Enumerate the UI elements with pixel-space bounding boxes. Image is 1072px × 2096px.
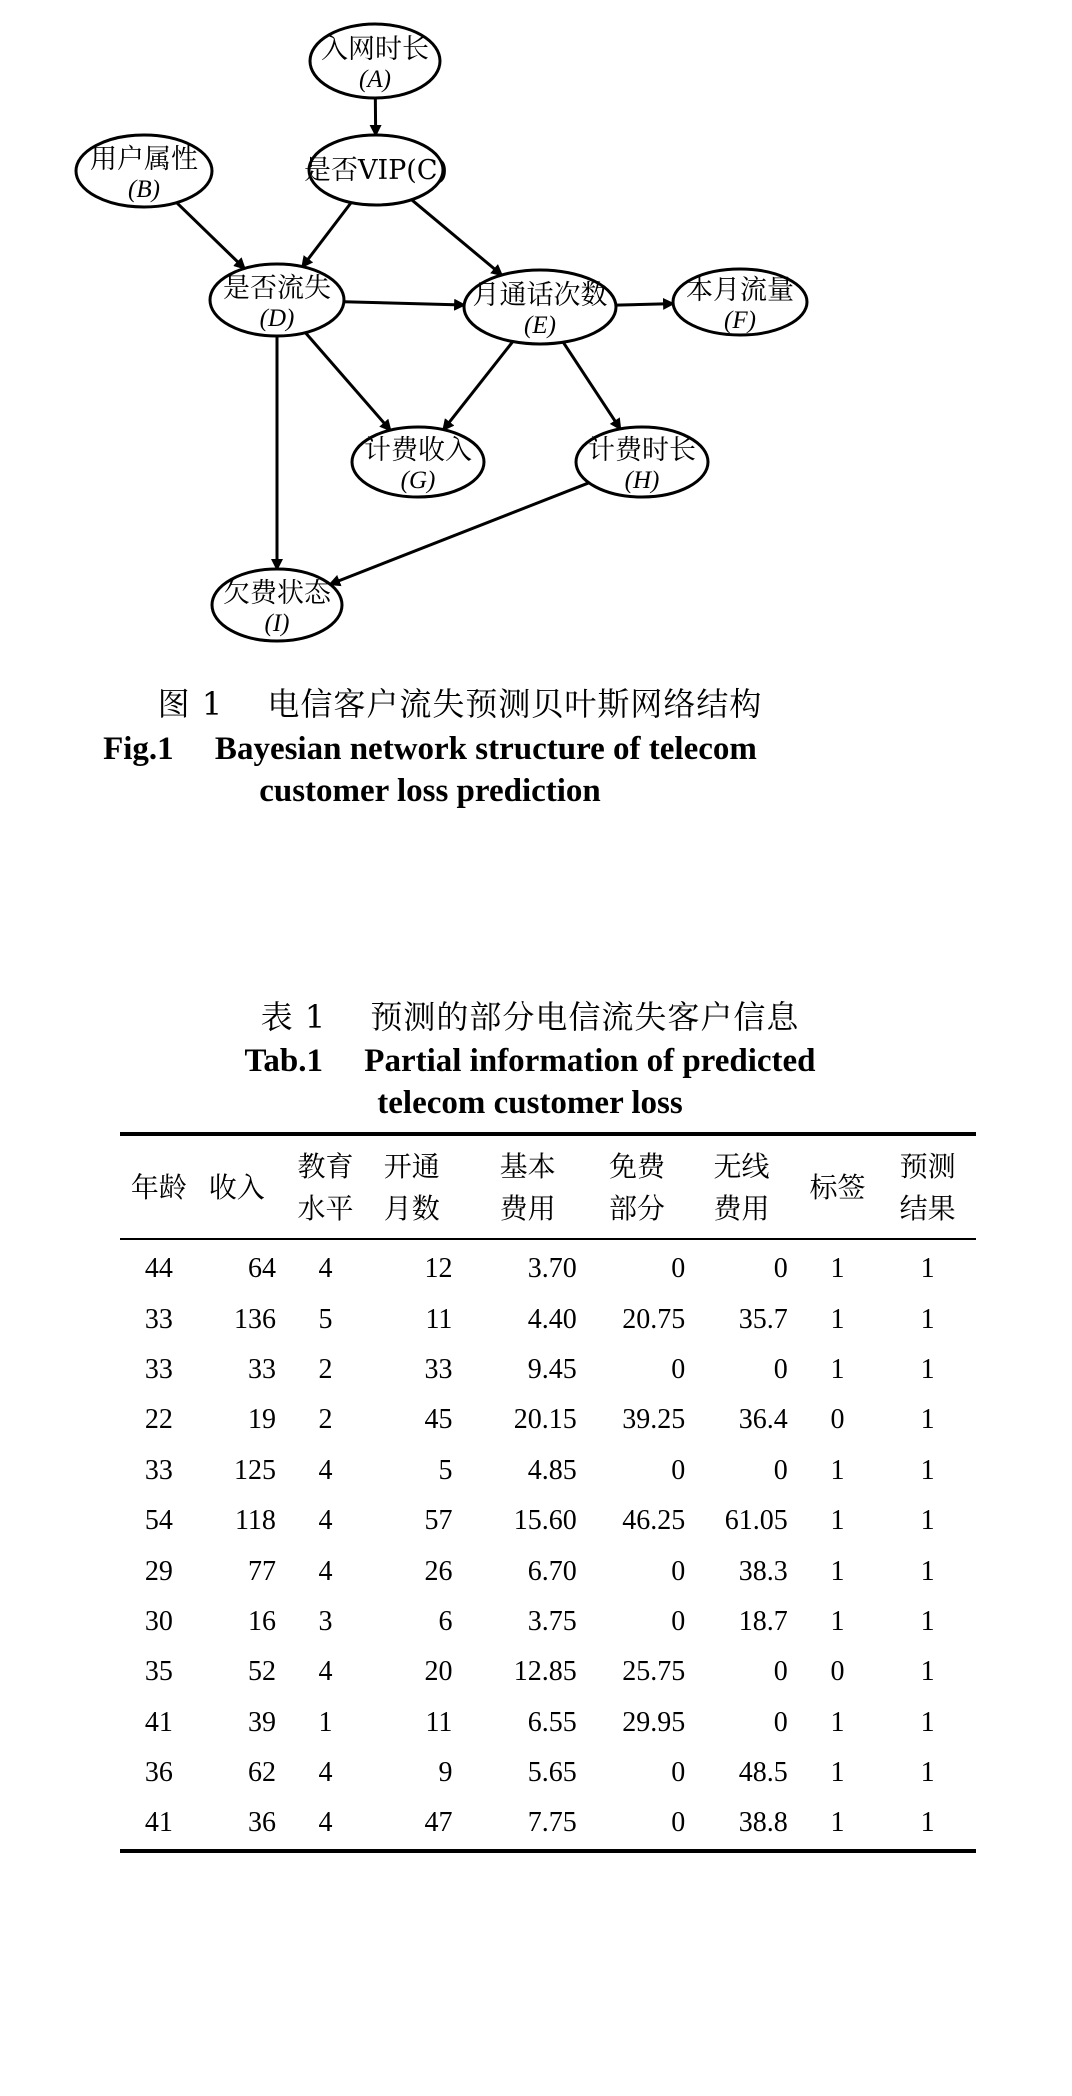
- table-cell: 33: [144, 1303, 173, 1335]
- node-label: 是否VIP(C): [303, 155, 449, 186]
- table-cell: 29.95: [622, 1706, 686, 1738]
- table-cell: 36: [247, 1807, 276, 1839]
- node-label: 计费时长: [588, 435, 696, 466]
- table-cell: 7.75: [527, 1807, 577, 1839]
- column-header: [120, 1134, 198, 1239]
- table-cell: 4: [318, 1454, 333, 1486]
- customer-loss-table: [120, 1132, 976, 1853]
- edge-e-to-g: [443, 342, 512, 430]
- table-caption-en-line1: Tab.1 Partial information of predicted: [244, 1043, 816, 1079]
- edge-c-to-d: [302, 203, 351, 267]
- table-cell: 0: [671, 1807, 686, 1839]
- column-header-line1: 无线: [713, 1150, 770, 1183]
- node-variable: (B): [128, 176, 160, 203]
- table-cell: 1: [920, 1807, 935, 1839]
- node-label: 计费收入: [364, 435, 472, 466]
- table-cell: 35: [144, 1656, 173, 1688]
- table-cell: 1: [830, 1757, 845, 1789]
- table-cell: 22: [144, 1404, 173, 1436]
- edge-h-to-i: [330, 483, 589, 584]
- table-cell: 1: [920, 1253, 935, 1285]
- figure-caption-cn: 图 1 电信客户流失预测贝叶斯网络结构: [157, 685, 763, 723]
- column-header-line2: 结果: [899, 1192, 956, 1225]
- table-cell: 0: [671, 1605, 686, 1637]
- table-cell: 1: [830, 1807, 845, 1839]
- table-cell: 4: [318, 1555, 333, 1587]
- table-cell: 0: [671, 1555, 686, 1587]
- table-cell: 62: [247, 1757, 276, 1789]
- column-header-line1: 收入: [208, 1171, 265, 1204]
- table-cell: 0: [671, 1454, 686, 1486]
- table-cell: 47: [424, 1807, 453, 1839]
- edge-b-to-d: [177, 203, 245, 269]
- bayesian-network-diagram: [0, 0, 1072, 660]
- node-label: 本月流量: [686, 275, 794, 306]
- table-cell: 1: [920, 1757, 935, 1789]
- node-i: [212, 569, 342, 641]
- table-cell: 0: [773, 1454, 788, 1486]
- table-row: [120, 1647, 976, 1697]
- column-header-line2: 部分: [608, 1192, 665, 1225]
- table-cell: 0: [671, 1757, 686, 1789]
- table-cell: 19: [247, 1404, 276, 1436]
- table-cell: 12.85: [513, 1656, 577, 1688]
- table-cell: 0: [773, 1706, 788, 1738]
- table-cell: 11: [425, 1706, 453, 1738]
- table-cell: 4: [318, 1253, 333, 1285]
- table-cell: 9.45: [527, 1353, 577, 1385]
- column-header: [796, 1134, 879, 1239]
- table-cell: 1: [830, 1555, 845, 1587]
- edge-d-to-g: [305, 333, 390, 431]
- table-cell: 36: [144, 1757, 173, 1789]
- table-cell: 125: [233, 1454, 276, 1486]
- table-cell: 1: [920, 1505, 935, 1537]
- table-cell: 41: [144, 1807, 173, 1839]
- table-cell: 1: [830, 1605, 845, 1637]
- diagram-nodes: [76, 24, 807, 641]
- table-cell: 45: [424, 1404, 453, 1436]
- column-header: [198, 1134, 280, 1239]
- node-label: 是否流失: [223, 273, 331, 304]
- table-cell: 0: [671, 1353, 686, 1385]
- column-header-line1: 基本: [499, 1150, 556, 1183]
- table-cell: 77: [247, 1555, 276, 1587]
- column-header: [280, 1134, 371, 1239]
- table-caption-en-line2: telecom customer loss: [377, 1085, 683, 1121]
- node-a: [310, 24, 440, 98]
- table-row: [120, 1345, 976, 1395]
- node-g: [352, 427, 484, 497]
- table-row: [120, 1546, 976, 1596]
- table-cell: 33: [144, 1454, 173, 1486]
- table-cell: 4: [318, 1807, 333, 1839]
- table-cell: 5: [438, 1454, 453, 1486]
- table-row: [120, 1748, 976, 1798]
- table-cell: 0: [773, 1253, 788, 1285]
- table-cell: 25.75: [622, 1656, 686, 1688]
- table-cell: 1: [920, 1555, 935, 1587]
- figure-caption-en: [0, 728, 860, 812]
- table-cell: 52: [247, 1656, 276, 1688]
- table-row: [120, 1496, 976, 1546]
- table-cell: 0: [830, 1656, 845, 1688]
- edge-e-to-h: [563, 342, 620, 429]
- table-cell: 38.8: [738, 1807, 788, 1839]
- figure-caption-en-line1: Fig.1 Bayesian network structure of telecom: [103, 731, 757, 767]
- table-cell: 39.25: [622, 1404, 686, 1436]
- node-variable: (H): [624, 467, 660, 494]
- table-row: [120, 1446, 976, 1496]
- node-variable: (E): [524, 312, 556, 339]
- edge-e-to-f: [616, 304, 673, 305]
- node-variable: (F): [724, 307, 756, 334]
- column-header: [371, 1134, 478, 1239]
- table-cell: 33: [424, 1353, 453, 1385]
- table-cell: 1: [920, 1454, 935, 1486]
- node-label: 月通话次数: [472, 280, 608, 311]
- table-cell: 35.7: [738, 1303, 788, 1335]
- column-header: [695, 1134, 796, 1239]
- table-cell: 4.85: [527, 1454, 577, 1486]
- table-cell: 29: [144, 1555, 173, 1587]
- node-e: [464, 270, 616, 344]
- table-cell: 39: [247, 1706, 276, 1738]
- column-header: [478, 1134, 588, 1239]
- table-header-row: [120, 1134, 976, 1239]
- table-cell: 136: [233, 1303, 276, 1335]
- table-row: [120, 1395, 976, 1445]
- table-cell: 2: [318, 1404, 333, 1436]
- table-cell: 33: [144, 1353, 173, 1385]
- table-cell: 20.75: [622, 1303, 686, 1335]
- column-header-line1: 免费: [608, 1150, 665, 1183]
- table-cell: 20: [424, 1656, 453, 1688]
- table-cell: 64: [247, 1253, 276, 1285]
- table-cell: 61.05: [724, 1505, 788, 1537]
- table-cell: 16: [247, 1605, 276, 1637]
- table-row: [120, 1294, 976, 1344]
- table-cell: 1: [830, 1353, 845, 1385]
- table-cell: 4: [318, 1505, 333, 1537]
- table-cell: 6: [438, 1605, 453, 1637]
- column-header-line2: 费用: [713, 1192, 770, 1225]
- column-header-line1: 年龄: [130, 1171, 187, 1204]
- node-f: [673, 269, 807, 335]
- table-cell: 1: [920, 1404, 935, 1436]
- column-header-line1: 教育: [297, 1150, 354, 1183]
- table-cell: 6.55: [527, 1706, 577, 1738]
- table-cell: 9: [438, 1757, 453, 1789]
- table-cell: 1: [318, 1706, 333, 1738]
- table-row: [120, 1597, 976, 1647]
- table-cell: 1: [920, 1353, 935, 1385]
- node-label: 用户属性: [90, 144, 198, 175]
- table-cell: 48.5: [738, 1757, 788, 1789]
- table-cell: 0: [671, 1253, 686, 1285]
- table-body: [120, 1239, 976, 1851]
- column-header-line2: 费用: [499, 1192, 556, 1225]
- edge-d-to-e: [344, 302, 464, 305]
- table-cell: 46.25: [622, 1505, 686, 1537]
- node-d: [210, 264, 344, 336]
- table-cell: 0: [830, 1404, 845, 1436]
- column-header-line1: 预测: [899, 1150, 956, 1183]
- edge-c-to-e: [412, 200, 502, 275]
- table-caption-cn: 表 1 预测的部分电信流失客户信息: [260, 998, 800, 1036]
- table-row: [120, 1698, 976, 1748]
- table-cell: 1: [920, 1656, 935, 1688]
- table-cell: 1: [830, 1303, 845, 1335]
- table-cell: 1: [920, 1706, 935, 1738]
- table-cell: 5.65: [527, 1757, 577, 1789]
- table-cell: 38.3: [738, 1555, 788, 1587]
- table-row: [120, 1798, 976, 1850]
- table-cell: 0: [773, 1656, 788, 1688]
- node-variable: (I): [264, 610, 290, 637]
- node-variable: (D): [259, 305, 295, 332]
- node-b: [76, 135, 212, 207]
- table-cell: 4: [318, 1656, 333, 1688]
- node-label: 欠费状态: [223, 578, 331, 609]
- node-c: [304, 135, 448, 205]
- table-cell: 118: [234, 1505, 276, 1537]
- table-row: [120, 1239, 976, 1294]
- table-cell: 2: [318, 1353, 333, 1385]
- table-cell: 30: [144, 1605, 173, 1637]
- table-cell: 1: [920, 1605, 935, 1637]
- table-cell: 6.70: [527, 1555, 577, 1587]
- table-cell: 11: [425, 1303, 453, 1335]
- column-header-line1: 开通: [383, 1150, 440, 1183]
- table-cell: 1: [830, 1706, 845, 1738]
- table-cell: 12: [424, 1253, 453, 1285]
- table-cell: 5: [318, 1303, 333, 1335]
- column-header-line2: 水平: [297, 1192, 354, 1225]
- column-header: [879, 1134, 976, 1239]
- table-cell: 1: [830, 1454, 845, 1486]
- node-label: 入网时长: [321, 34, 429, 65]
- column-header-line1: 标签: [809, 1171, 866, 1204]
- table-cell: 26: [424, 1555, 453, 1587]
- table-cell: 33: [247, 1353, 276, 1385]
- node-h: [576, 427, 708, 497]
- node-variable: (A): [359, 66, 391, 93]
- table-cell: 36.4: [738, 1404, 788, 1436]
- table-cell: 3: [318, 1605, 333, 1637]
- table-cell: 3.75: [527, 1605, 577, 1637]
- column-header-line2: 月数: [383, 1192, 440, 1225]
- table-cell: 1: [920, 1303, 935, 1335]
- table-cell: 4.40: [527, 1303, 577, 1335]
- table-cell: 54: [144, 1505, 173, 1537]
- node-variable: (G): [400, 467, 436, 494]
- table-cell: 57: [424, 1505, 453, 1537]
- table-cell: 1: [830, 1505, 845, 1537]
- table-caption-en: [80, 1040, 980, 1124]
- table-cell: 1: [830, 1253, 845, 1285]
- table-cell: 41: [144, 1706, 173, 1738]
- table-cell: 20.15: [513, 1404, 577, 1436]
- table-cell: 3.70: [527, 1253, 577, 1285]
- table-cell: 4: [318, 1757, 333, 1789]
- figure-caption-en-line2: customer loss prediction: [259, 773, 601, 809]
- table-cell: 0: [773, 1353, 788, 1385]
- table-cell: 15.60: [513, 1505, 577, 1537]
- table-cell: 44: [144, 1253, 173, 1285]
- table-cell: 18.7: [738, 1605, 788, 1637]
- column-header: [589, 1134, 695, 1239]
